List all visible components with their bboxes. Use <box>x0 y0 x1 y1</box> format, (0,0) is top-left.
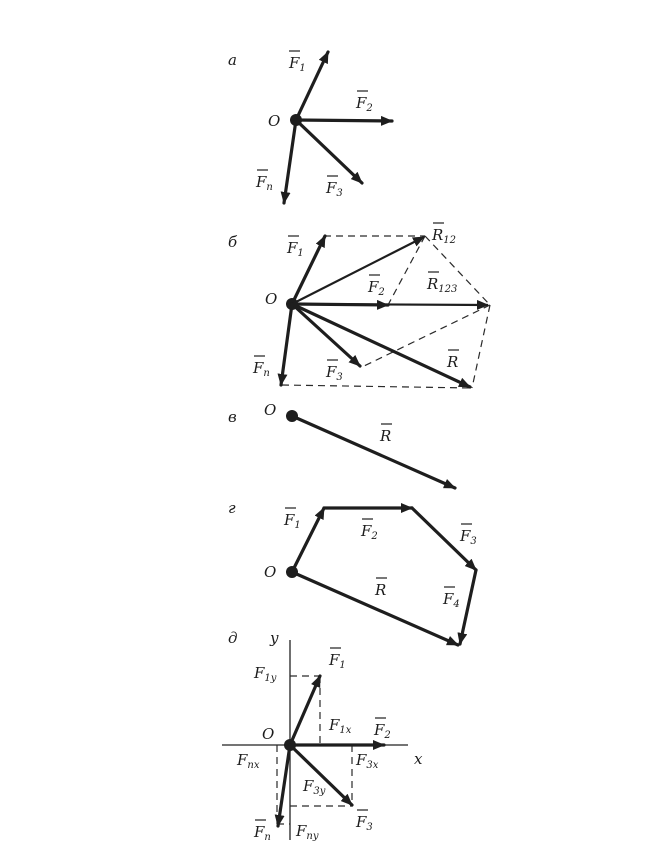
panel-a <box>228 51 392 203</box>
panel-b <box>228 223 490 388</box>
panel-d-origin-label: O <box>262 725 275 743</box>
panel-b-dash-fn-r <box>282 385 472 388</box>
panel-d-f1x-label: $F_{1x}$ <box>329 716 352 736</box>
panel-g-f4-label <box>442 587 460 610</box>
panel-b-origin-label: O <box>265 290 278 308</box>
panel-g-f3-label <box>459 524 477 547</box>
svg-text:R12: $R_{12}$ <box>432 226 457 246</box>
panel-b-r123-vector <box>292 304 488 305</box>
panel-g <box>228 499 477 645</box>
panel-g-f1-vector <box>292 508 324 572</box>
svg-text:F1: $F_1$ <box>329 651 346 671</box>
panel-b-fn-vector <box>281 304 292 385</box>
panel-a-f2-label <box>355 91 373 114</box>
svg-text:F2: $F_2$ <box>356 94 373 114</box>
panel-d-fnx-label: $F_{nx}$ <box>237 751 260 771</box>
panel-d-fny-label: $F_{ny}$ <box>296 822 319 842</box>
svg-text:F3: $F_3$ <box>326 363 343 383</box>
panel-b-letter: б <box>228 233 238 251</box>
panel-d-f3x-label: $F_{3x}$ <box>356 751 379 771</box>
panel-v-r-label <box>379 424 392 445</box>
svg-text:F2: $F_2$ <box>368 278 385 298</box>
panel-b-r12-label <box>431 223 456 246</box>
panel-a-letter: а <box>228 51 237 69</box>
panel-b-dash-r123-f3 <box>362 305 490 367</box>
panel-b-r12-vector <box>292 237 424 304</box>
panel-d-f3-label <box>355 810 373 833</box>
panel-d-f3y-label: $F_{3y}$ <box>303 777 326 797</box>
svg-text:F3: $F_3$ <box>326 179 343 199</box>
svg-text:Fn: $F_n$ <box>256 173 273 193</box>
panel-g-f2-label <box>360 519 378 542</box>
panel-a-f2-vector <box>296 120 392 121</box>
svg-text:F3: $F_3$ <box>460 527 477 547</box>
panel-d-y-axis-label: y <box>270 629 279 647</box>
panel-a-f3-label <box>325 176 343 199</box>
panel-d-f1-label <box>328 648 346 671</box>
panel-d-f1-vector <box>290 676 320 745</box>
panel-g-f1-label <box>283 508 301 531</box>
panel-v-letter: в <box>228 408 237 426</box>
panel-d-fn-vector <box>278 745 290 826</box>
svg-text:F1: $F_1$ <box>287 239 304 259</box>
panel-b-f1-label <box>286 236 304 259</box>
panel-g-f4-vector <box>460 570 476 644</box>
panel-d-x-axis-label: x <box>414 750 423 768</box>
panel-a-origin-label: O <box>268 112 281 130</box>
panel-b-fn-label <box>252 356 270 379</box>
svg-text:F1: $F_1$ <box>289 54 306 74</box>
panel-a-fn-vector <box>284 120 296 203</box>
svg-text:F3: $F_3$ <box>356 813 373 833</box>
panel-d-f1y-label: $F_{1y}$ <box>254 664 277 684</box>
svg-text:R: R <box>447 353 459 371</box>
svg-text:R: R <box>380 427 392 445</box>
panel-g-letter: г <box>228 499 236 517</box>
panel-a-f1-label <box>288 51 306 74</box>
svg-text:Fn: $F_n$ <box>254 823 271 843</box>
panel-b-r-label <box>446 350 459 371</box>
panel-g-r-label <box>374 578 387 599</box>
panel-b-r-vector <box>292 304 470 387</box>
panel-v-origin-label: O <box>264 401 277 419</box>
svg-text:Fn: $F_n$ <box>253 359 270 379</box>
panel-v-r-vector <box>292 416 455 488</box>
panel-v <box>228 401 455 488</box>
panel-d-fn-label <box>253 820 271 843</box>
panel-b-dash-r123-r <box>472 305 490 388</box>
panel-b-f2-label <box>367 275 385 298</box>
panel-g-origin-label: O <box>264 563 277 581</box>
svg-text:R: R <box>375 581 387 599</box>
svg-text:R123: $R_{123}$ <box>427 275 458 295</box>
panel-a-f3-vector <box>296 120 362 183</box>
panel-b-dash-r12-r123 <box>425 236 490 305</box>
panel-d <box>222 629 423 843</box>
panel-b-f3-vector <box>292 304 360 366</box>
svg-text:F2: $F_2$ <box>374 721 391 741</box>
svg-text:F2: $F_2$ <box>361 522 378 542</box>
svg-text:F4: $F_4$ <box>443 590 460 610</box>
panel-d-f2-label <box>373 718 391 741</box>
panel-b-f3-label <box>325 360 343 383</box>
svg-text:F1: $F_1$ <box>284 511 301 531</box>
panel-b-r123-label <box>426 272 457 295</box>
panel-a-fn-label <box>255 170 273 193</box>
panel-d-letter: д <box>228 629 238 647</box>
